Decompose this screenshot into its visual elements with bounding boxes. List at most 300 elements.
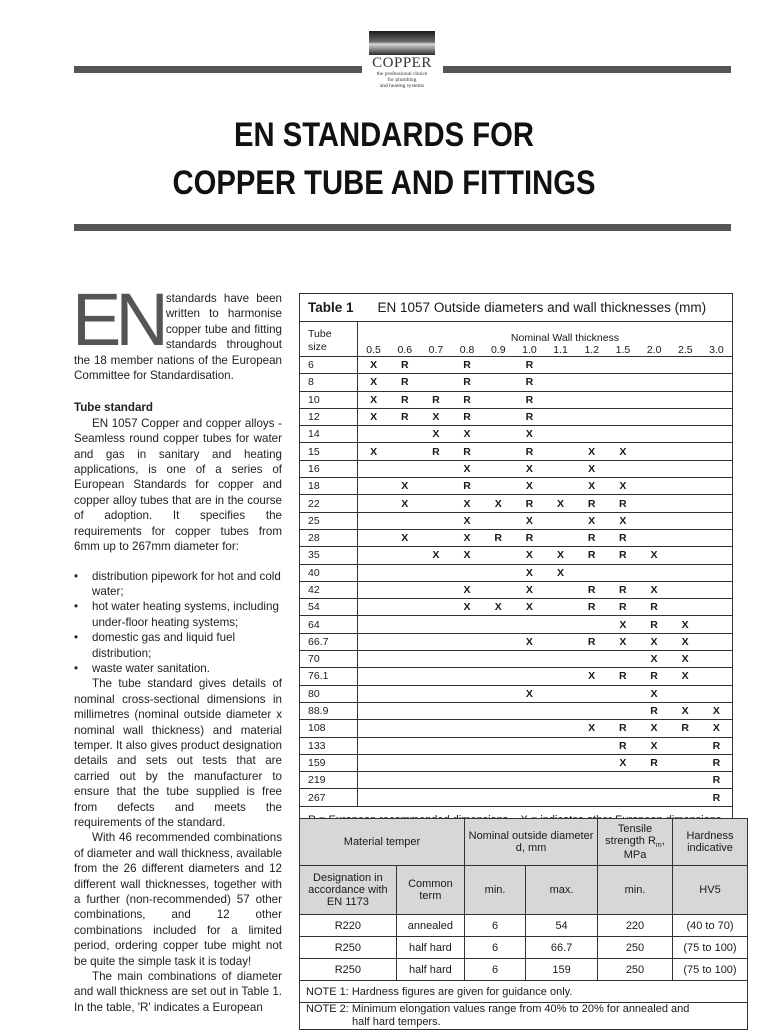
table-cell [389, 564, 420, 581]
table-cell [607, 357, 638, 374]
table-cell [483, 651, 514, 668]
table-cell [357, 737, 389, 754]
table-cell [514, 720, 545, 737]
table-cell [420, 564, 451, 581]
table-cell [483, 633, 514, 650]
table-cell: X [357, 374, 389, 391]
table-cell [545, 374, 576, 391]
table-row: 14 X X X [300, 426, 732, 443]
table-cell [545, 633, 576, 650]
table-cell [483, 668, 514, 685]
table-cell [483, 512, 514, 529]
table-cell [545, 737, 576, 754]
table-cell: X [389, 529, 420, 546]
table-cell [701, 564, 732, 581]
table-cell [483, 737, 514, 754]
table-cell [389, 512, 420, 529]
table-row: 16 X X X [300, 460, 732, 477]
table-cell [389, 581, 420, 598]
table-cell: X [357, 357, 389, 374]
table-cell [357, 720, 389, 737]
table-cell: R [576, 599, 607, 616]
thickness-label: 3.0 [709, 344, 724, 356]
table-cell [514, 616, 545, 633]
table-cell: R [514, 357, 545, 374]
table-cell [357, 668, 389, 685]
table-cell: X [607, 633, 638, 650]
table-cell [576, 391, 607, 408]
table-cell: X [483, 495, 514, 512]
list-item: • hot water heating systems, including under-floor heating systems; [92, 599, 282, 630]
table-cell [420, 495, 451, 512]
note-1: NOTE 1: Hardness figures are given for guidance only. [300, 981, 748, 1003]
table-cell [701, 685, 732, 702]
table-cell [483, 408, 514, 425]
table-row: 12 X R X R R [300, 408, 732, 425]
table-cell [389, 720, 420, 737]
table-cell: X [514, 512, 545, 529]
table-cell: R [576, 495, 607, 512]
table-cell: X [545, 564, 576, 581]
table-cell: X [670, 702, 701, 719]
table-cell: X [701, 702, 732, 719]
table-cell [483, 581, 514, 598]
table-cell: X [451, 581, 482, 598]
table-cell: X [451, 426, 482, 443]
table-cell [701, 529, 732, 546]
table-cell: X [420, 426, 451, 443]
table-cell: R [389, 408, 420, 425]
table-cell: X [638, 651, 669, 668]
table-cell: 6 [465, 959, 526, 981]
table-cell: R [607, 547, 638, 564]
table-row [300, 959, 748, 981]
table-cell: R [514, 374, 545, 391]
table-cell [420, 512, 451, 529]
table-cell [483, 374, 514, 391]
table-cell [483, 547, 514, 564]
table-cell [638, 460, 669, 477]
table-cell [607, 460, 638, 477]
table-cell [638, 426, 669, 443]
table-cell [483, 754, 514, 771]
table-cell [576, 357, 607, 374]
table-cell [514, 772, 545, 789]
table-cell [545, 581, 576, 598]
table-cell [670, 599, 701, 616]
table-cell [357, 651, 389, 668]
table-cell: X [420, 408, 451, 425]
table-cell [357, 460, 389, 477]
table-cell [670, 495, 701, 512]
table-cell [483, 478, 514, 495]
table-cell: X [514, 633, 545, 650]
table-cell: X [420, 547, 451, 564]
table-cell [545, 599, 576, 616]
table-cell [420, 478, 451, 495]
table-cell [638, 478, 669, 495]
table-cell: R [701, 789, 732, 806]
table-cell: X [576, 443, 607, 460]
title-line-2: COPPER TUBE AND FITTINGS [172, 164, 596, 202]
table-cell [701, 460, 732, 477]
table-cell: R [483, 529, 514, 546]
table-cell: R [607, 495, 638, 512]
table-cell: R [701, 754, 732, 771]
list-item: • domestic gas and liquid fuel distribution; [92, 630, 282, 661]
table-row: 22 X X X R X R R [300, 495, 732, 512]
table-cell [701, 495, 732, 512]
table-cell [420, 754, 451, 771]
table-cell [670, 443, 701, 460]
table-cell [701, 408, 732, 425]
table-row: 70 X X [300, 651, 732, 668]
table-cell [451, 685, 482, 702]
thickness-label: 0.6 [397, 344, 413, 356]
table-row: 6 X R R R [300, 357, 732, 374]
table-cell [701, 357, 732, 374]
table-cell [576, 408, 607, 425]
table-cell: 250 [598, 959, 673, 981]
table-row: 28 X X R R R R [300, 529, 732, 546]
table-cell: (75 to 100) [673, 937, 748, 959]
table-cell [670, 512, 701, 529]
table-cell [638, 564, 669, 581]
table-cell [451, 737, 482, 754]
table-cell: X [638, 720, 669, 737]
table-cell [701, 391, 732, 408]
table-cell [670, 772, 701, 789]
table-cell [701, 633, 732, 650]
table-row [300, 937, 748, 959]
table-cell [420, 737, 451, 754]
table-cell [420, 720, 451, 737]
table-cell: R [638, 599, 669, 616]
table-cell: R [451, 443, 482, 460]
table-cell: X [389, 495, 420, 512]
table-cell: R [451, 478, 482, 495]
table-cell [607, 789, 638, 806]
table-cell [357, 478, 389, 495]
table-cell: X [607, 478, 638, 495]
table-cell [638, 357, 669, 374]
table-cell [483, 443, 514, 460]
note-2: NOTE 2: Minimum elongation values range from 40% to 20% for annealed and half hard tempers. [300, 1003, 748, 1030]
table-row: 42 X X R R X [300, 581, 732, 598]
table-cell [670, 529, 701, 546]
table-cell: R [576, 581, 607, 598]
table-cell: X [607, 616, 638, 633]
table-cell [607, 702, 638, 719]
table-cell [701, 443, 732, 460]
table-row: 18 X R X X X [300, 478, 732, 495]
table-cell [389, 651, 420, 668]
title-line-1: EN STANDARDS FOR [233, 116, 534, 154]
table-cell [576, 685, 607, 702]
table-cell [576, 772, 607, 789]
table-cell [420, 357, 451, 374]
table-cell: R250 [300, 959, 397, 981]
table-cell [638, 374, 669, 391]
table-cell [389, 599, 420, 616]
table-cell [638, 529, 669, 546]
top-rule-left [74, 66, 362, 73]
table-cell: X [607, 512, 638, 529]
table-cell [420, 685, 451, 702]
table-cell: X [670, 668, 701, 685]
table-cell [670, 391, 701, 408]
table-cell [638, 443, 669, 460]
table-cell: R250 [300, 937, 397, 959]
table-cell: R [638, 616, 669, 633]
table-cell [545, 426, 576, 443]
table-cell: half hard [396, 937, 464, 959]
table-cell: X [607, 754, 638, 771]
table-cell: X [576, 512, 607, 529]
table-row: 88.9 R X X [300, 702, 732, 719]
table-cell: R [638, 754, 669, 771]
table-cell: R [576, 529, 607, 546]
table-cell [420, 374, 451, 391]
table-cell [357, 702, 389, 719]
table-cell [670, 564, 701, 581]
table-cell [670, 460, 701, 477]
table-cell [670, 547, 701, 564]
table-row: 15 X R R R X X [300, 443, 732, 460]
table-cell: X [357, 391, 389, 408]
table-cell [670, 357, 701, 374]
table-cell: R [451, 357, 482, 374]
table-cell: R [607, 737, 638, 754]
thickness-label: 0.5 [366, 344, 381, 356]
table-cell: X [451, 495, 482, 512]
table-cell: X [638, 685, 669, 702]
table-cell [420, 789, 451, 806]
table-cell [576, 374, 607, 391]
table-cell [357, 616, 389, 633]
table-cell [451, 754, 482, 771]
table-cell [545, 391, 576, 408]
table-cell: X [451, 529, 482, 546]
table-cell [389, 633, 420, 650]
table-cell [545, 408, 576, 425]
table-cell: R220 [300, 915, 397, 937]
table-cell [545, 357, 576, 374]
table-cell [576, 702, 607, 719]
table-cell [670, 685, 701, 702]
table-cell [483, 720, 514, 737]
table-row [300, 915, 748, 937]
table-cell: X [576, 668, 607, 685]
table-cell: X [514, 426, 545, 443]
thickness-label: 2.5 [677, 344, 693, 356]
table-cell: (40 to 70) [673, 915, 748, 937]
table-cell: R [701, 737, 732, 754]
table-row: 76.1 X R R X [300, 668, 732, 685]
table-cell [545, 789, 576, 806]
table-cell [357, 547, 389, 564]
table-cell: R [576, 547, 607, 564]
table-cell [420, 702, 451, 719]
table-cell [389, 616, 420, 633]
table-cell: X [514, 460, 545, 477]
table-cell [576, 737, 607, 754]
table-cell [389, 460, 420, 477]
table-cell: R [389, 357, 420, 374]
table-cell [451, 564, 482, 581]
table-cell [451, 702, 482, 719]
table-cell [389, 789, 420, 806]
table-cell: 54 [526, 915, 598, 937]
table-cell: 159 [526, 959, 598, 981]
table-cell [357, 789, 389, 806]
list-item: • distribution pipework for hot and cold water; [92, 569, 282, 600]
table-cell [357, 633, 389, 650]
table-cell [607, 564, 638, 581]
table-1-title: Table 1 EN 1057 Outside diameters and wall thicknesses (mm) [300, 294, 732, 322]
table-cell [576, 426, 607, 443]
table-cell [420, 460, 451, 477]
table-cell [670, 737, 701, 754]
table-cell [357, 685, 389, 702]
table-cell: R [607, 581, 638, 598]
table-cell [389, 737, 420, 754]
table-cell [514, 789, 545, 806]
table-cell [451, 789, 482, 806]
table-cell [483, 789, 514, 806]
table-cell [514, 651, 545, 668]
table-cell [638, 772, 669, 789]
thickness-label: 2.0 [646, 344, 662, 356]
table-cell: 220 [598, 915, 673, 937]
thickness-label: 0.8 [459, 344, 475, 356]
table-cell [670, 581, 701, 598]
table-cell [389, 668, 420, 685]
table-cell [545, 668, 576, 685]
table-cell [545, 720, 576, 737]
table-cell: R [420, 443, 451, 460]
table-cell: R [389, 374, 420, 391]
table-cell [357, 512, 389, 529]
table-cell [483, 702, 514, 719]
table-cell [576, 564, 607, 581]
table-cell: X [607, 443, 638, 460]
table-cell: R [514, 391, 545, 408]
table-cell [357, 564, 389, 581]
table-cell [701, 581, 732, 598]
table-cell: R [607, 720, 638, 737]
table-cell [389, 443, 420, 460]
table-cell: (75 to 100) [673, 959, 748, 981]
table-cell: R [451, 374, 482, 391]
table-cell: 6 [465, 915, 526, 937]
table-cell [670, 374, 701, 391]
table-cell [670, 408, 701, 425]
table-cell: R [451, 408, 482, 425]
thickness-label: 0.7 [428, 344, 444, 356]
table-cell [607, 374, 638, 391]
table-cell: X [451, 460, 482, 477]
table-cell [483, 460, 514, 477]
table-cell [357, 599, 389, 616]
table-cell: half hard [396, 959, 464, 981]
thickness-label: 1.0 [522, 344, 537, 356]
table-cell [607, 772, 638, 789]
table-cell: R [670, 720, 701, 737]
table-cell [638, 408, 669, 425]
table-cell: X [576, 478, 607, 495]
table-cell: X [638, 547, 669, 564]
table-cell [420, 599, 451, 616]
table-cell: R [701, 772, 732, 789]
table-cell [389, 772, 420, 789]
table-cell [545, 754, 576, 771]
table-cell [514, 702, 545, 719]
table-cell: X [514, 547, 545, 564]
table-cell [483, 616, 514, 633]
table-cell [420, 529, 451, 546]
table-cell: R [638, 702, 669, 719]
table-cell: X [638, 581, 669, 598]
table-cell [357, 529, 389, 546]
table-cell [357, 495, 389, 512]
table-cell [420, 772, 451, 789]
table-cell: annealed [396, 915, 464, 937]
table-cell: R [420, 391, 451, 408]
table-cell [607, 651, 638, 668]
table-cell: 66.7 [526, 937, 598, 959]
table-cell [420, 668, 451, 685]
table-cell [451, 651, 482, 668]
title-rule [74, 224, 731, 231]
table-cell [420, 651, 451, 668]
table-cell: 250 [598, 937, 673, 959]
table-row: 25 X X X X [300, 512, 732, 529]
table-row: 40 X X [300, 564, 732, 581]
list-item: • waste water sanitation. [92, 661, 282, 676]
table-cell: 6 [465, 937, 526, 959]
table-cell: X [357, 408, 389, 425]
table-cell: R [514, 408, 545, 425]
table-cell: R [514, 529, 545, 546]
table-cell [638, 789, 669, 806]
table-cell: R [576, 633, 607, 650]
bullet-list [74, 569, 282, 677]
table-cell [701, 512, 732, 529]
table-row: 8 X R R R [300, 374, 732, 391]
table-cell [545, 460, 576, 477]
table-cell [483, 391, 514, 408]
table-cell [701, 374, 732, 391]
table-row: 267 R [300, 789, 732, 806]
table-cell: R [451, 391, 482, 408]
table-cell: X [576, 460, 607, 477]
section-heading: Tube standard [74, 401, 154, 415]
table-cell: X [701, 720, 732, 737]
table-cell [607, 685, 638, 702]
table-cell [389, 702, 420, 719]
table-cell [451, 633, 482, 650]
table-row: 10 X R R R R [300, 391, 732, 408]
table-1 [299, 293, 733, 836]
table-cell [701, 478, 732, 495]
thickness-label: 1.5 [615, 344, 631, 356]
table-cell: X [670, 633, 701, 650]
table-cell: R [607, 529, 638, 546]
table-cell: X [451, 599, 482, 616]
table-cell [638, 495, 669, 512]
table-cell [420, 616, 451, 633]
